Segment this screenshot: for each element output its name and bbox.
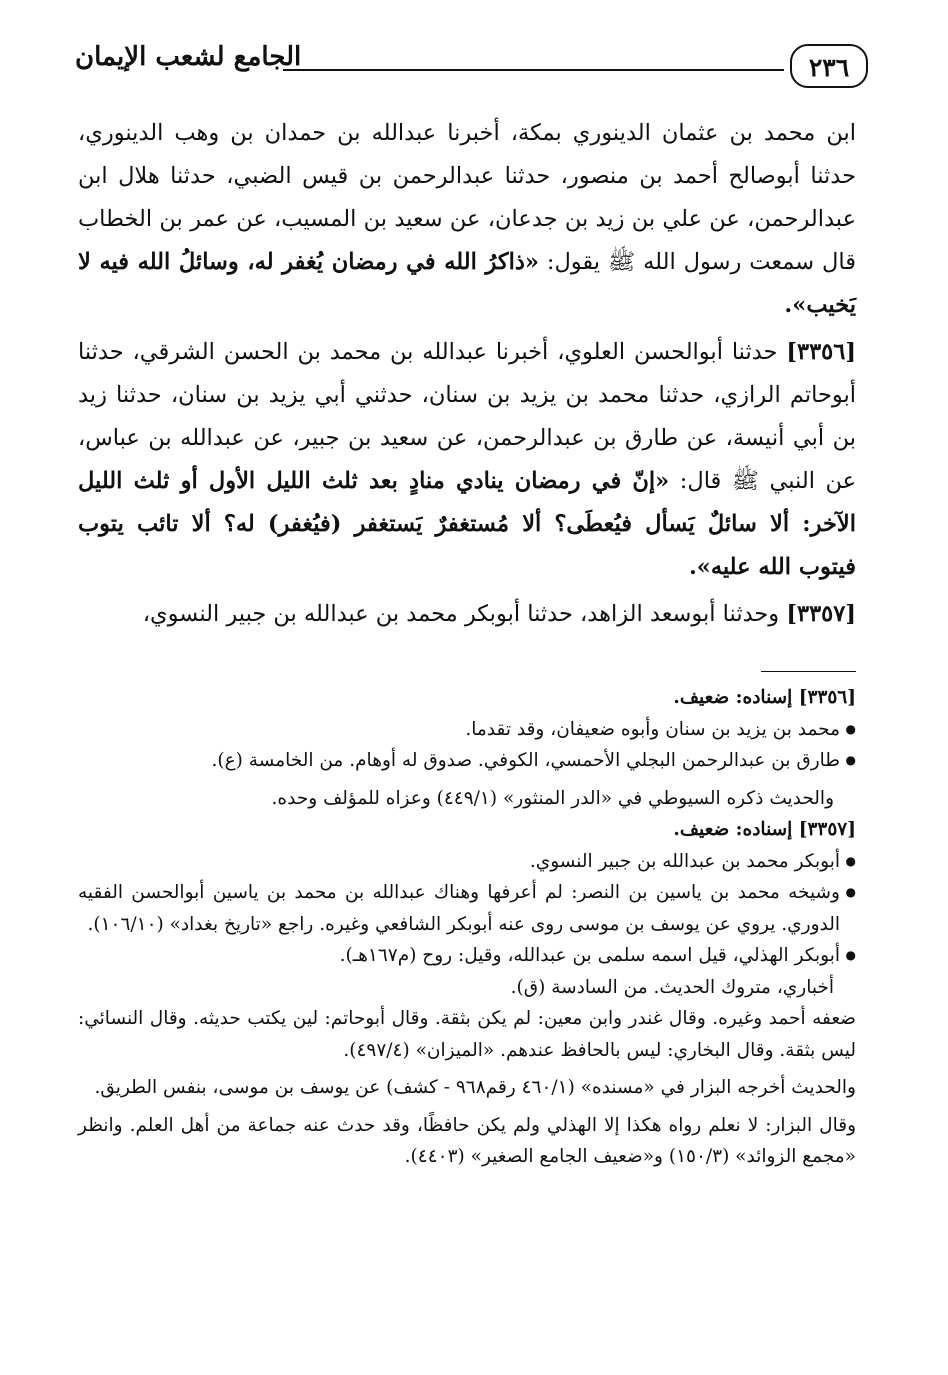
footnote-3356-bullet-1: ● محمد بن يزيد بن سنان وأبوه ضعيفان، وقد تقدما.	[78, 714, 856, 746]
footnote-3357-heading: [٣٣٥٧] إسناده: ضعيف.	[673, 819, 856, 840]
hadith-number-3357: [٣٣٥٧]	[786, 601, 856, 627]
footnote-3357-note-3: وقال البزار: لا نعلم رواه هكذا إلا الهذلي ولم يكن حافظًا، وقد حدث عنه جماعة من أهل العلم. وانظر «مجمع الزوائد» (١٥٠/٣) و«ضعيف الجامع الصغير» (٤٤٠٣).	[78, 1114, 856, 1167]
footnote-3357-note-2: والحديث أخرجه البزار في «مسنده» (٤٦٠/١ رقم٩٦٨ - كشف) عن يوسف بن موسى، بنفس الطريق.	[94, 1077, 856, 1098]
book-title: الجامع لشعب الإيمان	[75, 42, 302, 72]
footnote-3356-heading: [٣٣٥٦] إسناده: ضعيف.	[673, 687, 856, 708]
paragraph-3357-text: وحدثنا أبوسعد الزاهد، حدثنا أبوبكر محمد بن عبدالله بن جبير النسوي،	[142, 601, 787, 627]
page-header	[75, 40, 868, 100]
page-number: ٢٣٦	[790, 44, 868, 88]
footnote-3357-bullet-2: ● وشيخه محمد بن ياسين بن النصر: لم أعرفها وهناك عبدالله بن محمد بن ياسين أبوالحسن الفقيه الدوري. يروي عن يوسف بن موسى روى عنه أبوبكر الشافعي وغيره. راجع «تاريخ بغداد» (١٠٦/١٠).	[78, 877, 856, 940]
hadith-number-3356: [٣٣٥٦]	[786, 339, 856, 365]
hadith-1: «ذاكرُ الله في رمضان يُغفر له، وسائلُ الله فيه لا يَخيب».	[78, 249, 856, 318]
footnote-3357-bullet-1: ● أبوبكر محمد بن عبدالله بن جبير النسوي.	[78, 846, 856, 878]
paragraph-3356	[78, 331, 856, 589]
paragraph-3357	[78, 593, 856, 636]
paragraph-3356-text: حدثنا أبوالحسن العلوي، أخبرنا عبدالله بن محمد بن الحسن الشرقي، حدثنا أبوحاتم الرازي، حدثنا محمد بن يزيد بن سنان، حدثني أبي يزيد بن سنان، حدثنا زيد بن أبي أنيسة، عن طارق بن عبدالرحمن، عن سعيد بن جبير، عن عبدالله بن عباس، عن النبي ﷺ قال:	[78, 339, 857, 494]
footnote-3356-bullet-2: ● طارق بن عبدالرحمن البجلي الأحمسي، الكوفي. صدوق له أوهام. من الخامسة (ع).	[78, 745, 856, 777]
footnote-divider	[761, 671, 856, 672]
footnote-3356-note: والحديث ذكره السيوطي في «الدر المنثور» (٤٤٩/١) وعزاه للمؤلف وحده.	[271, 787, 834, 809]
footnote-3357-bullet-3-continued: أخباري، متروك الحديث. من السادسة (ق).	[510, 976, 834, 998]
footnote-3357-bullet-3: ● أبوبكر الهذلي، قيل اسمه سلمى بن عبدالله، وقيل: روح (م١٦٧هـ).	[78, 940, 856, 972]
hadith-3356: «إنّ في رمضان ينادي منادٍ بعد ثلث الليل الأول أو ثلث الليل الآخر: ألا سائلٌ يَسأل فيُعطَى؟ ألا مُستغفرٌ يَستغفر (فيُغفر) له؟ ألا تائب يتوب فيتوب الله عليه».	[78, 468, 856, 580]
footnote-3357-note-1: ضعفه أحمد وغيره. وقال غندر وابن معين: لم يكن بثقة. وقال أبوحاتم: لين يكتب حديثه. وقال النسائي: ليس بثقة. وقال البخاري: ليس بالحافظ عندهم. «الميزان» (٤٩٧/٤).	[78, 1008, 856, 1061]
paragraph-1	[78, 112, 856, 327]
header-rule	[283, 69, 784, 71]
paragraph-1-text: ابن محمد بن عثمان الدينوري بمكة، أخبرنا عبدالله بن حمدان بن وهب الدينوري، حدثنا أبوصالح أحمد بن منصور، حدثنا عبدالرحمن بن قيس الضبي، حدثنا هلال ابن عبدالرحمن، عن علي بن زيد بن جدعان، عن سعيد بن المسيب، عن عمر بن الخطاب قال سمعت رسول الله ﷺ يقول:	[78, 120, 856, 275]
main-text	[78, 112, 856, 640]
footnotes	[78, 682, 856, 1173]
